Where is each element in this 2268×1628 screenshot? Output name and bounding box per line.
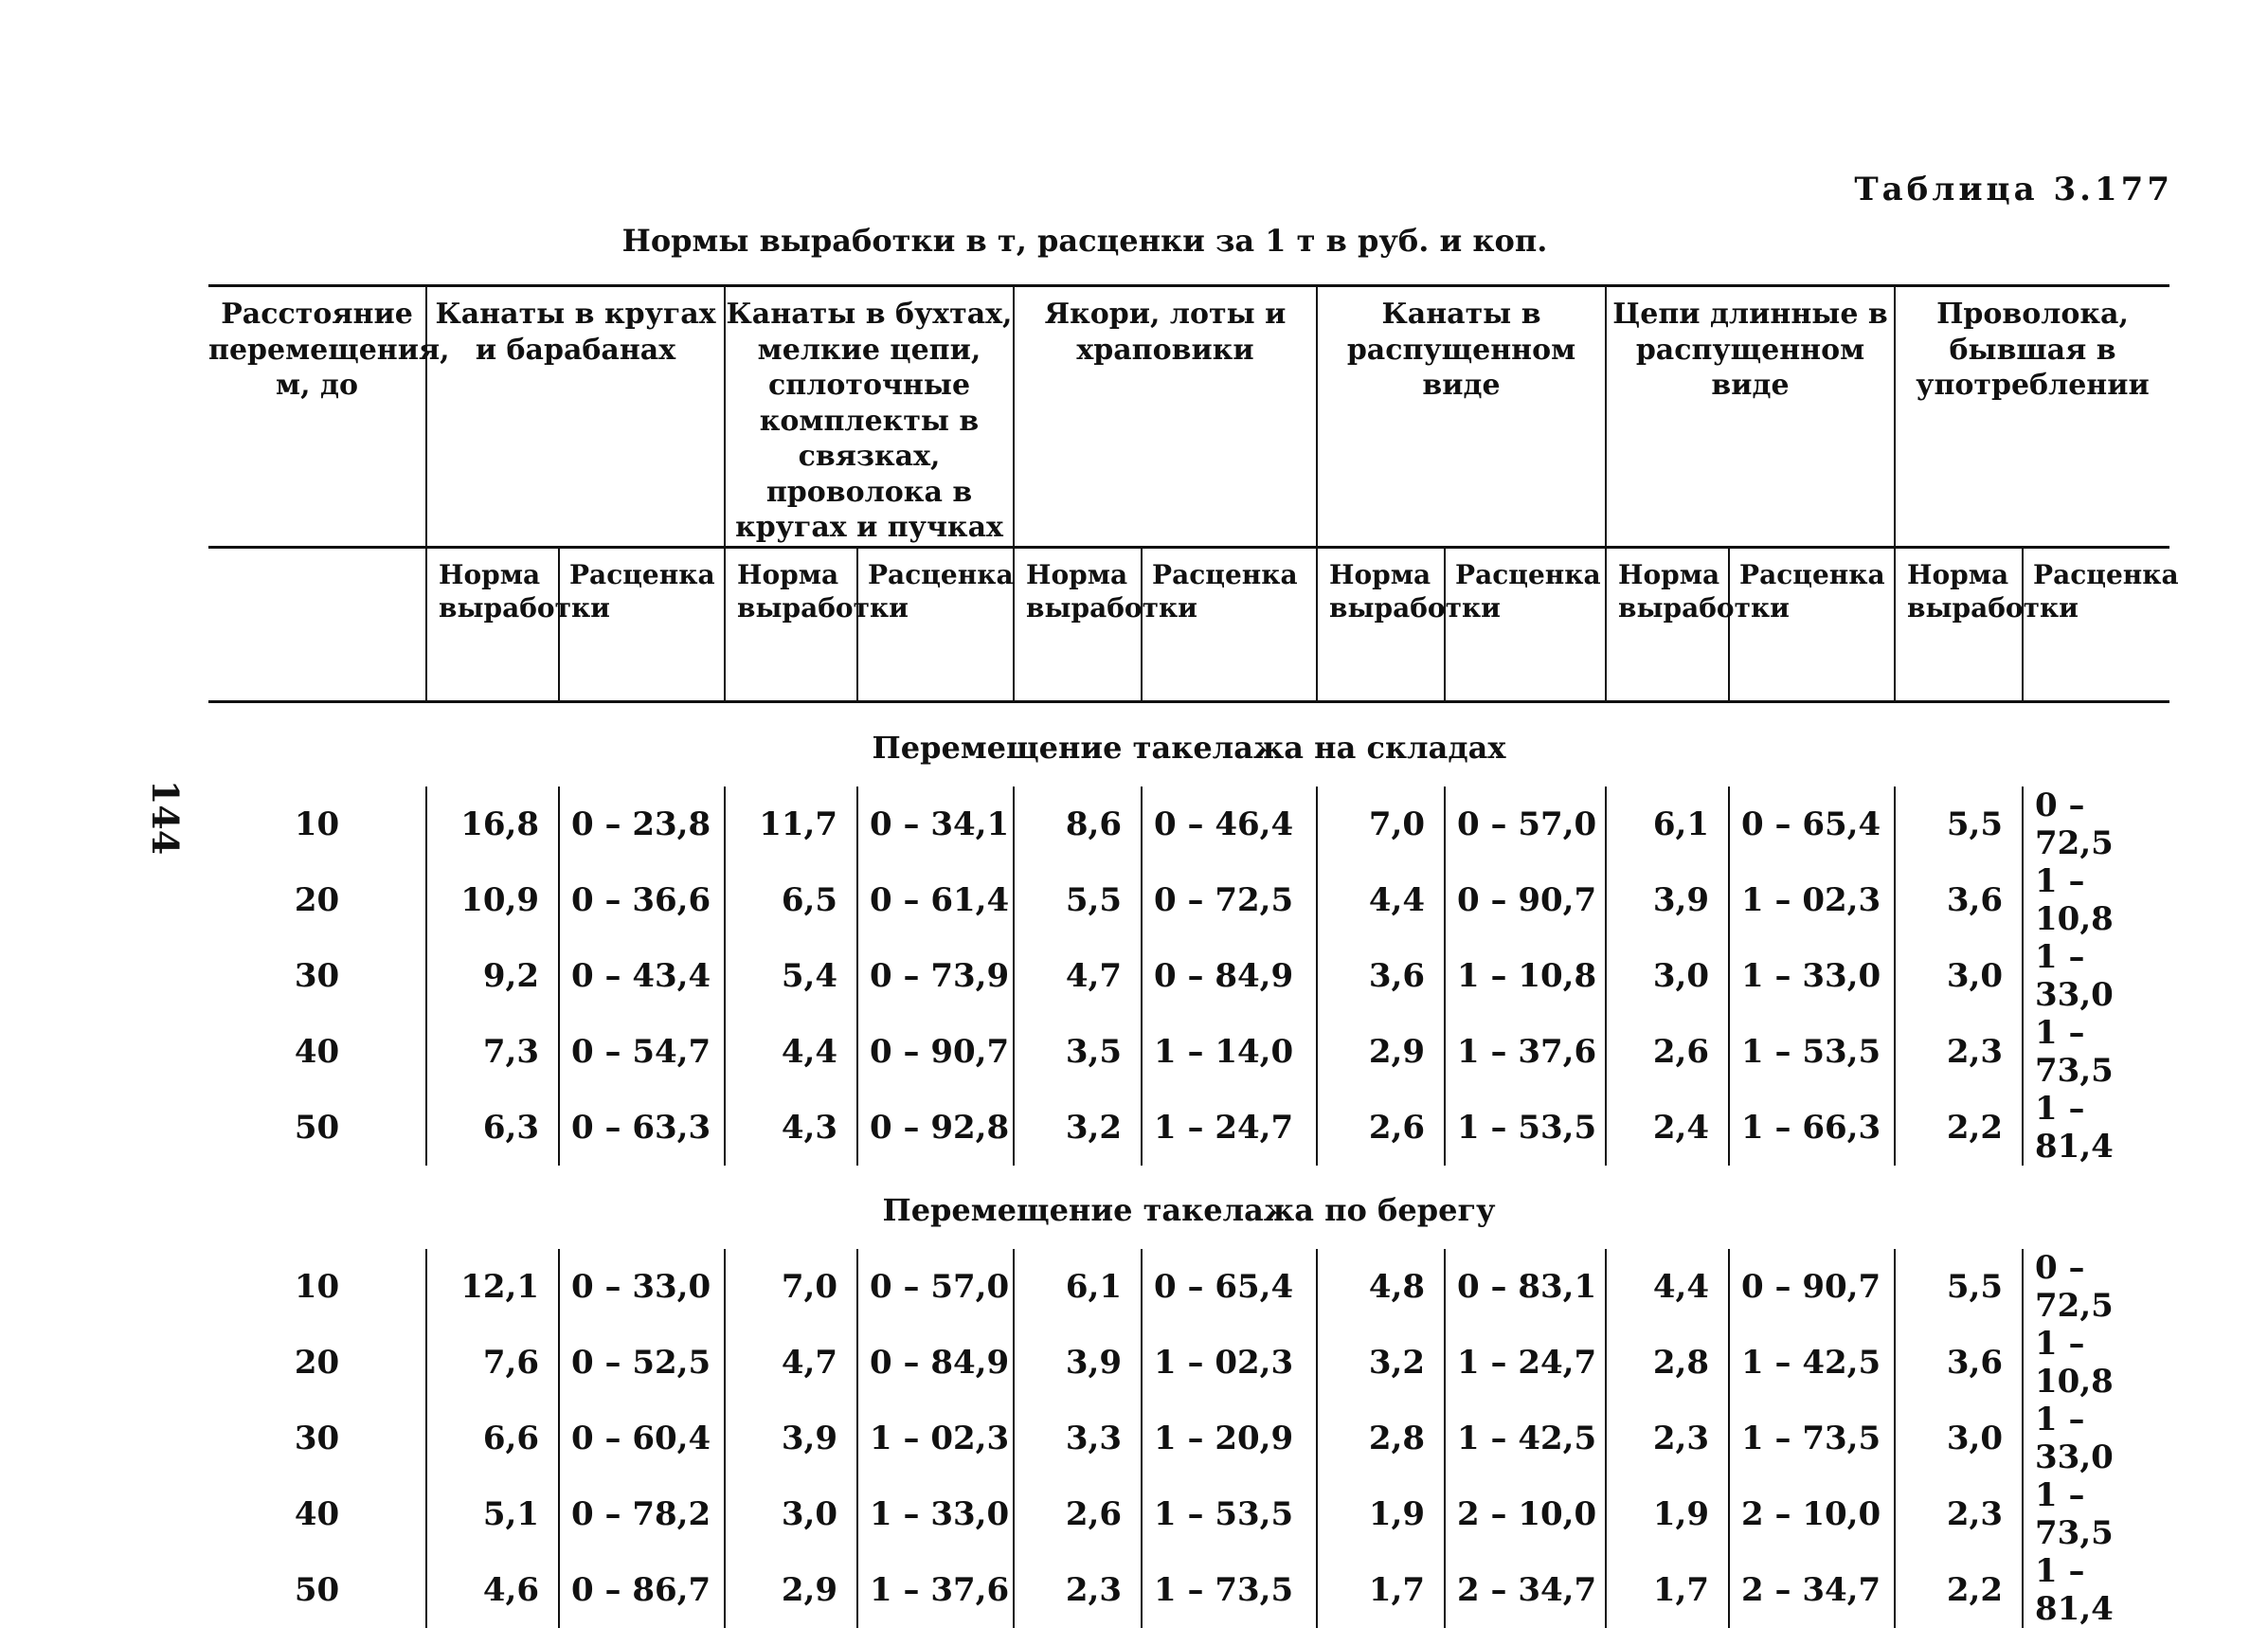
norm-cell: 1,9	[1317, 1476, 1445, 1552]
distance-cell: 30	[294, 1419, 340, 1457]
distance-cell: 40	[294, 1494, 340, 1533]
rate-cell: 0 – 72,5	[2023, 787, 2169, 862]
table-row	[208, 862, 2169, 938]
rate-cell: 0 – 54,7	[559, 1014, 725, 1090]
table-row	[208, 1249, 2169, 1325]
table-row	[208, 938, 2169, 1014]
subheader-norm: Норма выработки	[725, 547, 857, 701]
table-row	[208, 1401, 2169, 1476]
norm-cell: 2,8	[1606, 1325, 1729, 1401]
distance-cell: 10	[294, 1267, 340, 1306]
rate-cell: 0 – 46,4	[1142, 787, 1317, 862]
norm-cell: 6,5	[725, 862, 857, 938]
rate-cell: 0 – 60,4	[559, 1401, 725, 1476]
norm-cell: 5,4	[725, 938, 857, 1014]
section-row	[208, 1166, 2169, 1249]
group-header-ropes-loose: Канаты в распущенном виде	[1317, 286, 1606, 548]
rate-cell: 1 – 53,5	[1445, 1090, 1606, 1166]
subheader-norm: Норма выработки	[1317, 547, 1445, 701]
rate-cell: 1 – 73,5	[1729, 1401, 1895, 1476]
rate-cell: 0 – 90,7	[857, 1014, 1014, 1090]
norm-cell: 6,6	[426, 1401, 559, 1476]
norm-cell: 4,4	[725, 1014, 857, 1090]
rate-cell: 0 – 65,4	[1142, 1249, 1317, 1325]
norm-cell: 3,6	[1317, 938, 1445, 1014]
norm-cell: 4,4	[1606, 1249, 1729, 1325]
rate-cell: 0 – 43,4	[559, 938, 725, 1014]
norm-cell: 5,5	[1014, 862, 1142, 938]
rate-cell: 1 – 42,5	[1445, 1401, 1606, 1476]
subheader-norm: Норма выработки	[1606, 547, 1729, 701]
norm-cell: 2,2	[1895, 1552, 2023, 1628]
norm-cell: 7,6	[426, 1325, 559, 1401]
norm-cell: 1,7	[1317, 1552, 1445, 1628]
norm-cell: 11,7	[725, 787, 857, 862]
page-number: 144	[144, 779, 188, 856]
section-row	[208, 701, 2169, 787]
norm-cell: 1,9	[1606, 1476, 1729, 1552]
norm-cell: 4,6	[426, 1552, 559, 1628]
norm-cell: 2,4	[1606, 1090, 1729, 1166]
rate-cell: 1 – 53,5	[1729, 1014, 1895, 1090]
rate-cell: 0 – 73,9	[857, 938, 1014, 1014]
rate-cell: 2 – 10,0	[1445, 1476, 1606, 1552]
norm-cell: 2,3	[1895, 1476, 2023, 1552]
rate-cell: 0 – 33,0	[559, 1249, 725, 1325]
subheader-rate: Расценка	[1445, 547, 1606, 701]
rate-cell: 1 – 10,8	[2023, 1325, 2169, 1401]
norm-cell: 2,3	[1014, 1552, 1142, 1628]
rate-cell: 1 – 37,6	[1445, 1014, 1606, 1090]
rate-cell: 0 – 63,3	[559, 1090, 725, 1166]
table-row	[208, 1476, 2169, 1552]
subheader-rate: Расценка	[559, 547, 725, 701]
distance-cell: 20	[294, 880, 340, 919]
rate-cell: 1 – 02,3	[1729, 862, 1895, 938]
norm-cell: 2,8	[1317, 1401, 1445, 1476]
subheader-norm: Норма выработки	[1014, 547, 1142, 701]
norm-cell: 3,9	[725, 1401, 857, 1476]
norm-cell: 5,5	[1895, 1249, 2023, 1325]
rate-cell: 1 – 10,8	[2023, 862, 2169, 938]
rate-cell: 1 – 33,0	[857, 1476, 1014, 1552]
norm-cell: 6,3	[426, 1090, 559, 1166]
rate-cell: 1 – 33,0	[2023, 938, 2169, 1014]
norm-cell: 3,9	[1606, 862, 1729, 938]
subheader-norm: Норма выработки	[426, 547, 559, 701]
norm-cell: 12,1	[426, 1249, 559, 1325]
table-label: Таблица 3.177	[1854, 171, 2173, 208]
norm-cell: 5,5	[1895, 787, 2023, 862]
rate-cell: 1 – 42,5	[1729, 1325, 1895, 1401]
table-row	[208, 1090, 2169, 1166]
norm-cell: 4,7	[1014, 938, 1142, 1014]
distance-cell: 50	[294, 1570, 340, 1609]
norm-cell: 3,9	[1014, 1325, 1142, 1401]
rate-cell: 2 – 10,0	[1729, 1476, 1895, 1552]
norm-cell: 2,3	[1895, 1014, 2023, 1090]
norm-cell: 2,9	[1317, 1014, 1445, 1090]
table-row	[208, 1014, 2169, 1090]
norm-cell: 9,2	[426, 938, 559, 1014]
rate-cell: 0 – 36,6	[559, 862, 725, 938]
norm-cell: 6,1	[1606, 787, 1729, 862]
rate-cell: 1 – 02,3	[1142, 1325, 1317, 1401]
rate-cell: 1 – 24,7	[1445, 1325, 1606, 1401]
rate-cell: 0 – 52,5	[559, 1325, 725, 1401]
norm-cell: 1,7	[1606, 1552, 1729, 1628]
rate-cell: 1 – 33,0	[1729, 938, 1895, 1014]
group-header-used-wire: Проволока, бывшая в употреблении	[1895, 286, 2169, 548]
norm-cell: 4,4	[1317, 862, 1445, 938]
norm-cell: 2,2	[1895, 1090, 2023, 1166]
rate-cell: 1 – 33,0	[2023, 1401, 2169, 1476]
norm-cell: 4,7	[725, 1325, 857, 1401]
norm-cell: 3,0	[1606, 938, 1729, 1014]
norm-cell: 3,6	[1895, 862, 2023, 938]
group-header-long-chains: Цепи длинные в распущенном виде	[1606, 286, 1895, 548]
distance-column-header: Расстояние перемещения, м, до	[208, 286, 426, 548]
table-caption: Нормы выработки в т, расценки за 1 т в руб. и коп.	[621, 223, 1548, 259]
norm-cell: 3,0	[725, 1476, 857, 1552]
norm-cell: 16,8	[426, 787, 559, 862]
rate-cell: 0 – 34,1	[857, 787, 1014, 862]
rate-cell: 0 – 65,4	[1729, 787, 1895, 862]
rate-cell: 0 – 92,8	[857, 1090, 1014, 1166]
rate-cell: 1 – 20,9	[1142, 1401, 1317, 1476]
rate-cell: 0 – 61,4	[857, 862, 1014, 938]
norm-cell: 2,6	[1606, 1014, 1729, 1090]
subheader-rate: Расценка	[2023, 547, 2169, 701]
rate-cell: 0 – 72,5	[2023, 1249, 2169, 1325]
group-header-anchors: Якори, лоты и храповики	[1014, 286, 1317, 548]
norm-cell: 2,9	[725, 1552, 857, 1628]
subheader-norm: Норма выработки	[1895, 547, 2023, 701]
section-title: Перемещение такелажа на складах	[872, 729, 1506, 766]
rate-cell: 0 – 90,7	[1729, 1249, 1895, 1325]
subheader-rate: Расценка	[1142, 547, 1317, 701]
norm-cell: 6,1	[1014, 1249, 1142, 1325]
group-header-ropes-coils: Канаты в кругах и барабанах	[426, 286, 725, 548]
distance-cell: 30	[294, 956, 340, 995]
subheader-rate: Расценка	[857, 547, 1014, 701]
rate-cell: 1 – 24,7	[1142, 1090, 1317, 1166]
distance-cell: 40	[294, 1032, 340, 1071]
norms-table	[208, 284, 2179, 1628]
distance-cell: 50	[294, 1108, 340, 1147]
rate-cell: 1 – 73,5	[1142, 1552, 1317, 1628]
norm-cell: 7,0	[1317, 787, 1445, 862]
norm-cell: 5,1	[426, 1476, 559, 1552]
rate-cell: 0 – 84,9	[857, 1325, 1014, 1401]
group-header-ropes-bundles: Канаты в бухтах, мелкие цепи, сплоточные комплекты в связках, проволока в кругах и пучках	[725, 286, 1014, 548]
empty-subheader	[208, 547, 426, 701]
rate-cell: 0 – 57,0	[1445, 787, 1606, 862]
table-row	[208, 1552, 2169, 1628]
norm-cell: 3,3	[1014, 1401, 1142, 1476]
rate-cell: 2 – 34,7	[1445, 1552, 1606, 1628]
table-row	[208, 787, 2169, 862]
norm-cell: 3,2	[1014, 1090, 1142, 1166]
rate-cell: 2 – 34,7	[1729, 1552, 1895, 1628]
norm-cell: 2,6	[1317, 1090, 1445, 1166]
rate-cell: 1 – 73,5	[2023, 1476, 2169, 1552]
rate-cell: 1 – 66,3	[1729, 1090, 1895, 1166]
section-title: Перемещение такелажа по берегу	[882, 1191, 1496, 1228]
norm-cell: 2,6	[1014, 1476, 1142, 1552]
rate-cell: 0 – 72,5	[1142, 862, 1317, 938]
subheader-rate: Расценка	[1729, 547, 1895, 701]
rate-cell: 0 – 86,7	[559, 1552, 725, 1628]
distance-cell: 10	[294, 805, 340, 843]
rate-cell: 1 – 81,4	[2023, 1552, 2169, 1628]
rate-cell: 0 – 83,1	[1445, 1249, 1606, 1325]
norm-cell: 3,0	[1895, 938, 2023, 1014]
norm-cell: 3,2	[1317, 1325, 1445, 1401]
rate-cell: 0 – 78,2	[559, 1476, 725, 1552]
norm-cell: 2,3	[1606, 1401, 1729, 1476]
norm-cell: 10,9	[426, 862, 559, 938]
rate-cell: 1 – 37,6	[857, 1552, 1014, 1628]
rate-cell: 0 – 84,9	[1142, 938, 1317, 1014]
norm-cell: 7,0	[725, 1249, 857, 1325]
rate-cell: 1 – 81,4	[2023, 1090, 2169, 1166]
rate-cell: 0 – 90,7	[1445, 862, 1606, 938]
rate-cell: 1 – 02,3	[857, 1401, 1014, 1476]
rate-cell: 0 – 57,0	[857, 1249, 1014, 1325]
rate-cell: 1 – 73,5	[2023, 1014, 2169, 1090]
norm-cell: 4,3	[725, 1090, 857, 1166]
norm-cell: 7,3	[426, 1014, 559, 1090]
rate-cell: 1 – 53,5	[1142, 1476, 1317, 1552]
norm-cell: 3,6	[1895, 1325, 2023, 1401]
rate-cell: 0 – 23,8	[559, 787, 725, 862]
norm-cell: 4,8	[1317, 1249, 1445, 1325]
distance-cell: 20	[294, 1343, 340, 1382]
table-row	[208, 1325, 2169, 1401]
norm-cell: 3,5	[1014, 1014, 1142, 1090]
norm-cell: 8,6	[1014, 787, 1142, 862]
norm-cell: 3,0	[1895, 1401, 2023, 1476]
rate-cell: 1 – 10,8	[1445, 938, 1606, 1014]
rate-cell: 1 – 14,0	[1142, 1014, 1317, 1090]
